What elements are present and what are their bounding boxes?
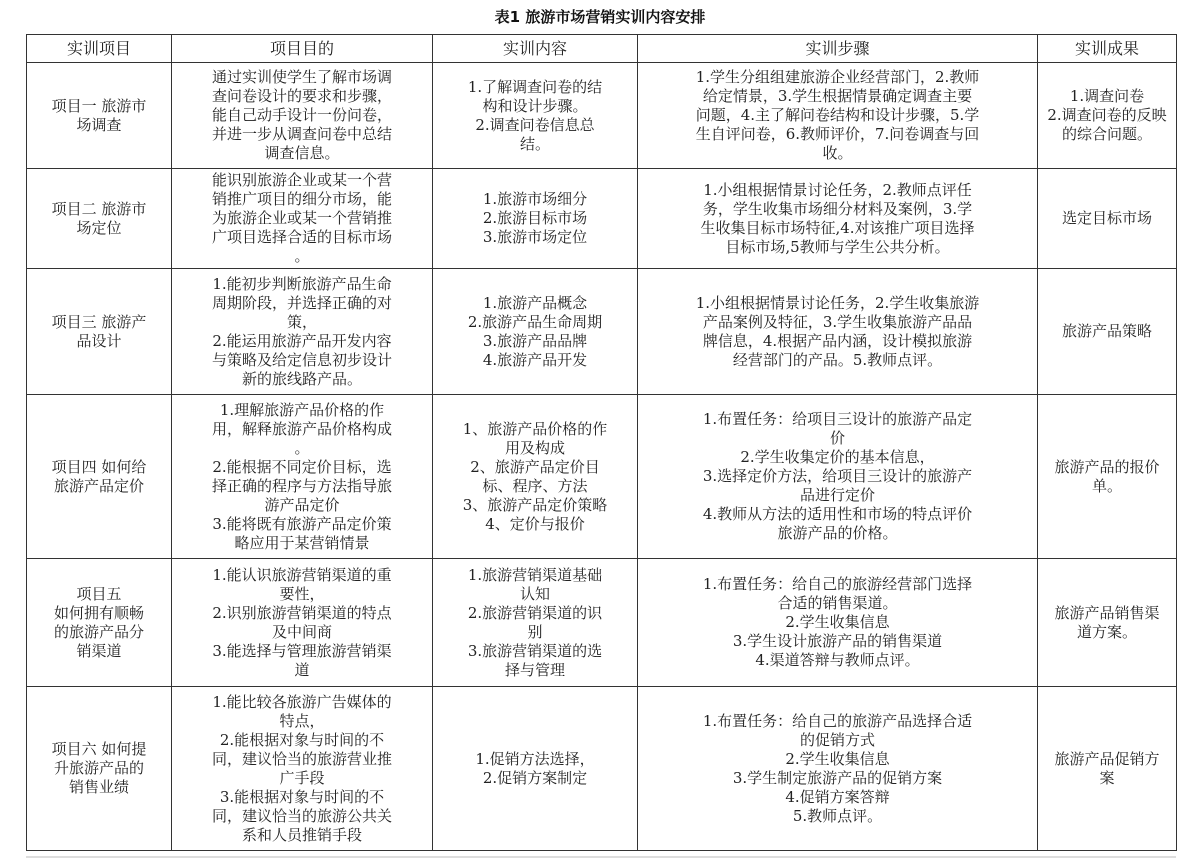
cell-steps: 1.学生分组组建旅游企业经营部门，2.教师 给定情景，3.学生根据情景确定调查主要 问题，4.主了解问卷结构和设计步骤，5.学 生自评问卷，6.教师评价，7.问卷调查与回 收。 <box>638 63 1038 169</box>
cell-steps: 1.小组根据情景讨论任务，2.学生收集旅游 产品案例及特征，3.学生收集旅游产品品 牌信息，4.根据产品内涵，设计模拟旅游 经营部门的产品。5.教师点评。 <box>638 269 1038 395</box>
cell-result: 旅游产品策略 <box>1038 269 1177 395</box>
cell-content: 1.促销方法选择， 2.促销方案制定 <box>433 687 638 851</box>
cell-purpose: 1.能初步判断旅游产品生命 周期阶段，并选择正确的对 策， 2.能运用旅游产品开发内容 与策略及给定信息初步设计 新的旅线路产品。 <box>172 269 433 395</box>
cell-steps: 1.小组根据情景讨论任务，2.教师点评任 务，学生收集市场细分材料及案例，3.学 生收集目标市场特征,4.对该推广项目选择 目标市场,5教师与学生公共分析。 <box>638 169 1038 269</box>
cell-steps: 1.布置任务：给自己的旅游经营部门选择 合适的销售渠道。 2.学生收集信息 3.学生设计旅游产品的销售渠道 4.渠道答辩与教师点评。 <box>638 559 1038 687</box>
cell-content: 1.旅游产品概念 2.旅游产品生命周期 3.旅游产品品牌 4.旅游产品开发 <box>433 269 638 395</box>
cell-purpose: 通过实训使学生了解市场调 查问卷设计的要求和步骤， 能自己动手设计一份问卷， 并进一步从调查问卷中总结 调查信息。 <box>172 63 433 169</box>
table-title: 表1 旅游市场营销实训内容安排 <box>494 8 706 26</box>
cell-purpose: 1.能认识旅游营销渠道的重 要性， 2.识别旅游营销渠道的特点 及中间商 3.能选择与管理旅游营销渠 道 <box>172 559 433 687</box>
cell-steps: 1.布置任务：给自己的旅游产品选择合适 的促销方式 2.学生收集信息 3.学生制定旅游产品的促销方案 4.促销方案答辩 5.教师点评。 <box>638 687 1038 851</box>
cell-content: 1.旅游市场细分 2.旅游目标市场 3.旅游市场定位 <box>433 169 638 269</box>
table-row <box>27 395 1177 559</box>
cell-purpose: 1.理解旅游产品价格的作 用，解释旅游产品价格构成 。 2.能根据不同定价目标，选 择正确的程序与方法指导旅 游产品定价 3.能将既有旅游产品定价策 略应用于某营销情景 <box>172 395 433 559</box>
cell-project: 项目一 旅游市 场调查 <box>27 63 172 169</box>
table-row <box>27 269 1177 395</box>
header-result: 实训成果 <box>1038 35 1177 63</box>
header-project: 实训项目 <box>27 35 172 63</box>
cell-purpose: 能识别旅游企业或某一个营 销推广项目的细分市场，能 为旅游企业或某一个营销推 广项目选择合适的目标市场 。 <box>172 169 433 269</box>
cell-content: 1、旅游产品价格的作 用及构成 2、旅游产品定价目 标、程序、方法 3、旅游产品定价策略 4、定价与报价 <box>433 395 638 559</box>
table-row <box>27 63 1177 169</box>
cell-result: 旅游产品促销方 案 <box>1038 687 1177 851</box>
cell-purpose: 1.能比较各旅游广告媒体的 特点， 2.能根据对象与时间的不 同，建议恰当的旅游营业推 广手段 3.能根据对象与时间的不 同，建议恰当的旅游公共关 系和人员推销手段 <box>172 687 433 851</box>
cell-project: 项目五 如何拥有顺畅 的旅游产品分 销渠道 <box>27 559 172 687</box>
header-steps: 实训步骤 <box>638 35 1038 63</box>
cell-content: 1.旅游营销渠道基础 认知 2.旅游营销渠道的识 别 3.旅游营销渠道的选 择与管理 <box>433 559 638 687</box>
cell-project: 项目四 如何给 旅游产品定价 <box>27 395 172 559</box>
cell-result: 旅游产品的报价 单。 <box>1038 395 1177 559</box>
header-content: 实训内容 <box>433 35 638 63</box>
cell-project: 项目三 旅游产 品设计 <box>27 269 172 395</box>
header-purpose: 项目目的 <box>172 35 433 63</box>
page-bottom-divider <box>26 856 1176 858</box>
table-row <box>27 559 1177 687</box>
header-row <box>27 35 1177 63</box>
table-row <box>27 687 1177 851</box>
cell-result: 选定目标市场 <box>1038 169 1177 269</box>
cell-result: 旅游产品销售渠 道方案。 <box>1038 559 1177 687</box>
training-table <box>26 34 1177 851</box>
cell-project: 项目六 如何提 升旅游产品的 销售业绩 <box>27 687 172 851</box>
table-row <box>27 169 1177 269</box>
cell-project: 项目二 旅游市 场定位 <box>27 169 172 269</box>
cell-steps: 1.布置任务：给项目三设计的旅游产品定 价 2.学生收集定价的基本信息， 3.选择定价方法，给项目三设计的旅游产 品进行定价 4.教师从方法的适用性和市场的特点评价 旅游产品的价格。 <box>638 395 1038 559</box>
cell-result: 1.调查问卷 2.调查问卷的反映 的综合问题。 <box>1038 63 1177 169</box>
cell-content: 1.了解调查问卷的结 构和设计步骤。 2.调查问卷信息总 结。 <box>433 63 638 169</box>
